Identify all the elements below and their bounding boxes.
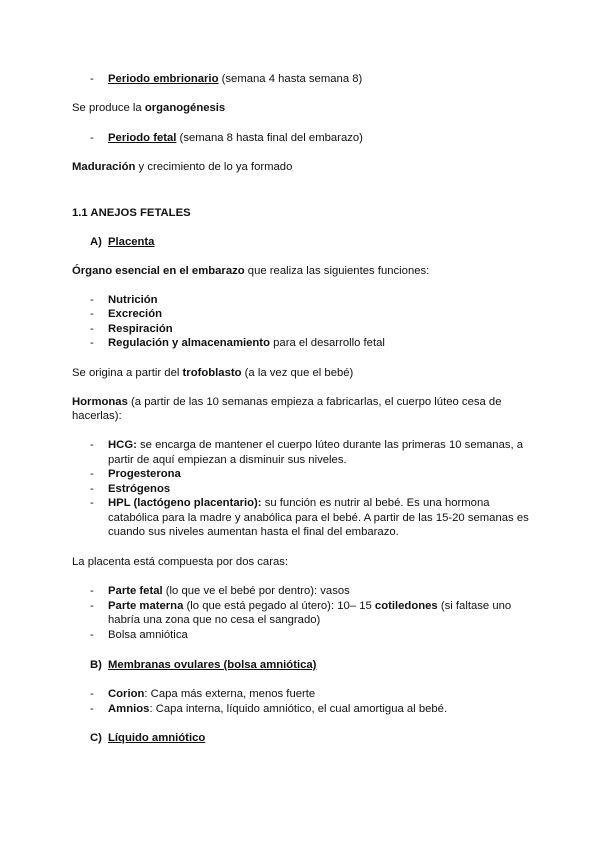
text: (a la vez que el bebé) [241, 367, 354, 379]
list-bullet: - [90, 497, 94, 509]
list-item-hpl-cont: catabólica para la madre y anabólica para el bebé. A partir de las 15-20 semanas es [108, 512, 529, 524]
text: (lo que ve el bebé por dentro): vasos [162, 585, 350, 597]
list-item-hpl-cont: cuando sus niveles aumentan hasta el final del embarazo. [108, 526, 399, 538]
term: Periodo fetal [108, 132, 177, 144]
list-item-hcg-cont: partir de aquí empiezan a disminuir sus niveles. [108, 454, 347, 466]
term: HPL (lactógeno placentario): [108, 497, 262, 509]
list-bullet: - [90, 483, 94, 495]
list-bullet: - [90, 294, 94, 306]
list-item-parte-materna [108, 599, 511, 614]
text: que realiza las siguientes funciones: [244, 265, 430, 277]
term: Hormonas [72, 396, 128, 408]
subheading-title: Placenta [108, 236, 155, 248]
text: (semana 4 hasta semana 8) [218, 73, 363, 85]
subheading-letter: B) [90, 659, 102, 671]
list-item-nutricion: Nutrición [108, 294, 158, 306]
text: su función es nutrir al bebé. Es una hormona [261, 497, 490, 509]
list-bullet: - [90, 585, 94, 597]
list-item-parte-fetal [108, 584, 350, 599]
list-bullet: - [90, 337, 94, 349]
paragraph-organo-esencial [72, 264, 429, 279]
text: (lo que está pegado al útero): 10– 15 [183, 600, 375, 612]
subheading-letter: C) [90, 732, 102, 744]
paragraph-hormonas-line2: hacerlas): [72, 410, 122, 422]
list-item-progesterona: Progesterona [108, 468, 181, 480]
text: (si faltase uno [437, 600, 512, 612]
text: Se origina a partir del [72, 367, 183, 379]
list-item-amnios [108, 702, 447, 717]
term: cotiledones [374, 600, 438, 612]
text: : Capa más externa, menos fuerte [144, 688, 316, 700]
text: (a partir de las 10 semanas empieza a fabricarlas, el cuerpo lúteo cesa de [127, 396, 502, 408]
term: Parte fetal [108, 585, 163, 597]
text: : Capa interna, líquido amniótico, el cual amortigua al bebé. [149, 703, 448, 715]
term: Regulación y almacenamiento [108, 337, 270, 349]
subheading-title: Líquido amniótico [108, 732, 206, 744]
term: HCG: [108, 439, 137, 451]
term: Parte materna [108, 600, 184, 612]
list-item-hpl [108, 496, 490, 511]
list-item-periodo-embrionario [108, 72, 362, 87]
list-bullet: - [90, 468, 94, 480]
list-item-regulacion [108, 336, 385, 351]
list-item-parte-materna-cont: habría una zona que no cesa el sangrado) [108, 614, 321, 626]
term: Órgano esencial en el embarazo [72, 265, 245, 277]
term: Periodo embrionario [108, 73, 219, 85]
list-bullet: - [90, 600, 94, 612]
list-item-periodo-fetal [108, 131, 363, 146]
list-bullet: - [90, 439, 94, 451]
list-bullet: - [90, 323, 94, 335]
list-bullet: - [90, 132, 94, 144]
subheading-letter: A) [90, 236, 102, 248]
list-item-excrecion: Excreción [108, 308, 163, 320]
term: Maduración [72, 161, 136, 173]
list-bullet: - [90, 703, 94, 715]
term: trofoblasto [182, 367, 242, 379]
paragraph-maduracion [72, 160, 292, 175]
text: y crecimiento de lo ya formado [135, 161, 293, 173]
list-bullet: - [90, 688, 94, 700]
text: Se produce la [72, 102, 145, 114]
list-item-estrogenos: Estrógenos [108, 483, 171, 495]
list-item-corion [108, 687, 315, 702]
paragraph-organogenesis [72, 101, 225, 116]
list-bullet: - [90, 629, 94, 641]
text: se encarga de mantener el cuerpo lúteo durante las primeras 10 semanas, a [136, 439, 524, 451]
paragraph-dos-caras: La placenta está compuesta por dos caras: [72, 556, 289, 568]
subheading-title: Membranas ovulares (bolsa amniótica) [108, 659, 317, 671]
text: (semana 8 hasta final del embarazo) [176, 132, 363, 144]
section-heading: 1.1 ANEJOS FETALES [72, 207, 191, 219]
paragraph-trofoblasto [72, 366, 353, 381]
list-item-hcg [108, 438, 523, 453]
list-item-bolsa-amniotica: Bolsa amniótica [108, 629, 188, 641]
list-bullet: - [90, 308, 94, 320]
term: Amnios [108, 703, 150, 715]
term: Corion [108, 688, 145, 700]
term: organogénesis [144, 102, 226, 114]
list-item-respiracion: Respiración [108, 323, 173, 335]
text: para el desarrollo fetal [269, 337, 385, 349]
paragraph-hormonas-line1 [72, 395, 502, 410]
list-bullet: - [90, 73, 94, 85]
